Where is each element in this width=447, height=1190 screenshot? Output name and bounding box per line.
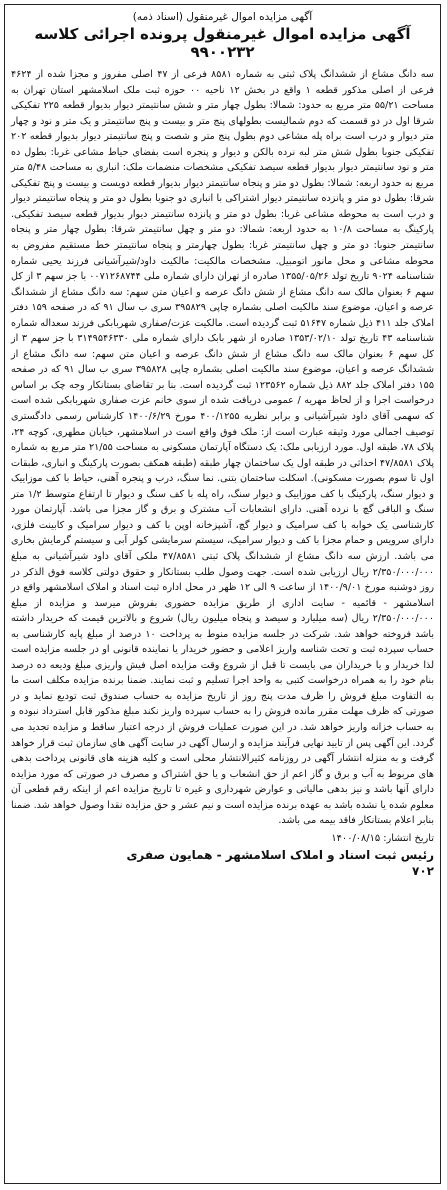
notice-body: سه دانگ مشاع از ششدانگ پلاک ثبتی به شماره ۸۵۸۱ فرعی از ۴۷ اصلی مفروز و مجزا شده از ۴۶۲۴ فرعی از اصلی مذکور قطعه ۱ واقع در بخش ۱۲ ناحیه ۰۰ حوزه ثبت ملک اسلامشهر استان تهران به مساحت ۵۵/۲۱ متر مربع به حدود: شمالا: بطول چهار متر و شش سانتیمتر دیوار بدیوار قطعه ۲۲۵ تفکیکی شرقا اول در دو قسمت که دوم شمالیست بطولهای پنج متر و بیست و پنج سانتیمتر و یک متر و نود و چهار متر دیوار و درب است براه پله مشاعی دوم بطول پنج متر و شصت و پنج سانتیمتر دیوار بدیوار قطعه ۲۰۲ تفکیکی جنوبا بطول شش متر لبه نرده بالکن و دیوار و پنجره است بفضای حیاط مشاعی غربا: بطول ده متر و نود سانتیمتر دیوار بدیوار قطعه سیصد تفکیکی مشخصات منضمات ملک: انباری به مساحت ۵/۴۸ متر مربع به حدود اربعه: شمالا: بطول دو متر و پنجاه سانتیمتر دیوار بدیوار قطعه دویست و بیست و پنج تفکیکی شرقا: بطول دو متر و پانزده سانتیمتر دیوار اشتراکی با انباری دو جنوبا بطول دو متر و پنجاه سانتیمتر دیوار و درب است به محوطه مشاعی غربا: بطول دو متر و پانزده سانتیمتر دیوار بدیوار قطعه سیصد تفکیکی. پارکینگ به مساحت ۱۰/۸ به حدود اربعه: شمالا: دو متر و چهل سانتیمتر شرقا: بطول چهار متر و پنجاه سانتیمتر جنوبا: دو متر و چهل سانتیمتر غربا: بطول چهارمتر و پنجاه سانتیمتر خط مستقیم مفروض به محوطه مشاعی و محل مانور اتومبیل. مشخصات مالکیت: مالکیت داود/شیرآشیانی فرزند یحیی شماره شناسنامه ۹۰۲۴ تاریخ تولد ۱۳۵۵/۰۵/۲۶ صادره از تهران دارای شماره ملی ۰۰۷۱۲۶۸۷۴۴ با جز سهم ۳ از کل سهم ۶ بعنوان مالک سه دانگ مشاع از شش دانگ عرصه و اعیان متن سهم: سه دانگ مشاع از ششدانگ عرصه و اعیان، موضوع سند مالکیت اصلی بشماره چاپی ۳۹۵۸۲۹ سری ب سال ۹۱ که در صفحه ۱۵۹ دفتر املاک جلد ۴۱۱ ذیل شماره ۵۱۶۴۷ ثبت گردیده است. مالکیت عزت/صفاری شهربابکی فرزند سعداله شماره شناسنامه ۴۳ تاریخ تولد ۱۳۵۳/۰۲/۱۰ صادره از شهر بابک دارای شماره ملی ۳۱۴۹۵۴۶۳۳۰ با جز سهم ۳ از کل سهم ۶ بعنوان مالک سه دانگ مشاع از شش دانگ عرصه و اعیان متن سهم: سه دانگ مشاع از ششدانگ عرصه و اعیان، موضوع سند مالکیت اصلی بشماره چاپی ۳۹۵۸۲۸ سری ب سال ۹۱ که در صفحه ۱۵۵ دفتر املاک جلد ۸۸۲ ذیل شماره ۱۲۳۵۶۲ ثبت گردیده است. بنا بر تقاضای بستانکار وجه چک بر اساس درخواست اجرا و از لحاظ مهریه / عمومی دریافت شده از سوی خانم عزت صفاری شهربابکی شده است که سهمی آقای داود شیرآشیانی و برابر نظریه ۴۰۰/۱۲۵۵ مورخ ۱۴۰۰/۶/۲۹ کارشناس رسمی دادگستری توصیف اجمالی مورد وثیقه عبارت است از: ملک فوق واقع است در اسلامشهر، خیابان مطهری، کوچه ۲۴، پلاک ۷۸، طبقه اول. مورد ارزیابی ملک: یک دستگاه آپارتمان مسکونی به مساحت ۲۱/۵۵ متر مربع به شماره پلاک ۴۷/۸۵۸۱ احداثی در طبقه اول یک ساختمان چهار طبقه (طبقه همکف بصورت پارکینگ و انباری، طبقات اول تا سوم بصورت مسکونی). اسکلت ساختمان بتنی. نما سنگ، درب و پنجره آهنی، حیاط با کف موزاییک و دیوار سنگ، پارکینگ با کف موزاییک و دیوار سنگ، راه پله با کف سنگ و دیوار تا ارتفاع متوسط ۱/۲ متر سنگ و الباقی گچ با نرده آهنی. دارای انشعابات آب مشترک و برق و گاز مجزا می باشد. آپارتمان مورد کارشناسی یک خوابه با کف سرامیک و دیوار گچ، آشپزخانه اوپن با کف و دیوار سرامیک و کابینت فلزی، دارای سرویس و حمام مجزا با کف و دیوار سرامیک، سیستم سرمایشی کولر آبی و سیستم گرمایش بخاری می باشد. ارزش سه دانگ مشاع از ششدانگ پلاک ثبتی ۴۷/۸۵۸۱ ملکی آقای داود شیرآشیانی به مبلغ ۲/۳۵۰/۰۰۰/۰۰۰ ریال ارزیابی شده است. جهت وصول طلب بستانکار و حقوق دولتی کلاسه فوق الذکر در روز دوشنبه مورخ ۱۴۰۰/۹/۰۱ از ساعت ۹ الی ۱۲ ظهر در محل اداره ثبت اسناد و املاک اسلامشهر واقع در اسلامشهر - قائمیه - سایت اداری از طریق مزایده حضوری بفروش میرسد و مزایده از مبلغ ۲/۳۵۰/۰۰۰/۰۰۰ ریال (سه میلیارد و سیصد و پنجاه میلیون ریال) شروع و بالاترین قیمت که خریدار داشته باشد فروخته خواهد شد. شرکت در جلسه مزایده منوط به پرداخت ۱۰ درصد از مبلغ پایه کارشناسی به حساب سپرده ثبت و تحت شناسه واریز اعلامی و حضور خریدار یا نماینده قانونی او در جلسه مزایده است لذا خریدار و یا خریداران می بایست تا قبل از شروع وقت مزایده اصل فیش واریزی مبلغ ودیعه ده درصد بنام خود را به همراه درخواست کتبی به واحد اجرا تسلیم و ثبت نمایند. ضمنا برنده مزایده مکلف است ما به التفاوت مبلغ فروش را ظرف مدت پنج روز از تاریخ مزایده به حساب صندوق ثبت تودیع نماید و در صورتی که ظرف مهلت مقرر مانده فروش را به حساب سپرده واریز نکند مبلغ مذکور قابل استرداد نبوده و به حساب خزانه واریز خواهد شد. در این صورت عملیات فروش از درجه اعتبار ساقط و مزایده تجدید می گردد. این آگهی پس از تایید نهایی فرآیند مزایده و ارسال آگهی در سایت آگهی های سازمان ثبت قرار خواهد گرفت و به منزله انتشار آگهی در روزنامه کثیرالانتشار محلی است و کلیه هزینه های قانونی پرداخت بدهی های مربوط به آب و برق و گاز اعم از حق انشعاب و یا حق اشتراک و مصرف در صورتی که مورد مزایده دارای آنها باشد و نیز بدهی مالیاتی و عوارض شهرداری و غیره تا تاریخ مزایده اعم از اینکه رقم قطعی آن معلوم شده یا نشده باشد به عهده برنده مزایده است و نیم عشر و حق مزایده نقدا وصول خواهد شد. ضمنا بنابر اعلام بستانکار فاقد بیمه می باشد. [11, 69, 435, 827]
auction-notice [4, 4, 441, 1184]
notice-signature: رئیس ثبت اسناد و املاک اسلامشهر - همایون صفری [126, 847, 434, 862]
notice-code: ۷۰۲ [412, 863, 434, 878]
publication-date: تاریخ انتشار: ۱۴۰۰/۰۸/۱۵ [331, 832, 434, 844]
notice-headline: آگهی مزایده اموال غیرمنقول پرونده اجرائی کلاسه ۹۹۰۰۲۳۲ [34, 25, 411, 61]
notice-kicker: آگهی مزایده اموال غیرمنقول (اسناد ذمه) [132, 11, 313, 23]
